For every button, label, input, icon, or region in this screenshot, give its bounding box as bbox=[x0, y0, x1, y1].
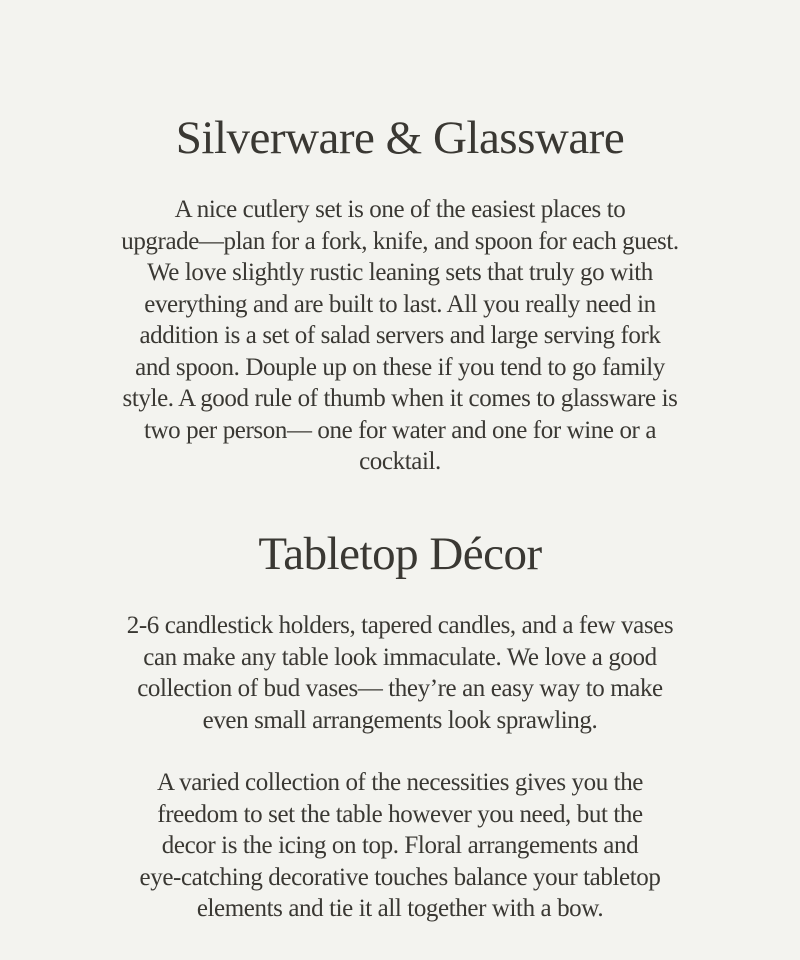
paragraph-line: decor is the icing on top. Floral arrangements and bbox=[161, 832, 639, 859]
paragraph-line: everything and are built to last. All you really need in bbox=[144, 290, 656, 318]
paragraph-line: We love slightly rustic leaning sets that truly go with bbox=[147, 259, 653, 286]
paragraph-line: can make any table look immaculate. We love a good bbox=[143, 643, 657, 671]
paragraph-line: two per person— one for water and one for wine or a bbox=[143, 416, 657, 444]
paragraph-line: freedom to set the table however you need, but the bbox=[157, 800, 643, 828]
paragraph-necessities-decor bbox=[0, 767, 800, 925]
paragraph-line: 2-6 candlestick holders, tapered candles, and a few vases bbox=[126, 612, 674, 639]
paragraph-line: eye-catching decorative touches balance your tabletop bbox=[139, 863, 661, 891]
paragraph-line: addition is a set of salad servers and large serving fork bbox=[139, 322, 661, 349]
paragraph-line: upgrade—plan for a fork, knife, and spoon for each guest. bbox=[121, 227, 679, 255]
section-heading-tabletop-decor: Tabletop Décor bbox=[258, 528, 542, 580]
paragraph-candlesticks-vases bbox=[0, 610, 800, 736]
paragraph-line: A nice cutlery set is one of the easiest places to bbox=[174, 196, 626, 223]
section-heading-silverware-glassware: Silverware & Glassware bbox=[175, 112, 625, 164]
paragraph-line: style. A good rule of thumb when it comes to glassware is bbox=[122, 385, 678, 412]
paragraph-line: elements and tie it all together with a bow. bbox=[196, 895, 604, 922]
paragraph-line: and spoon. Douple up on these if you tend to go family bbox=[135, 353, 665, 381]
paragraph-line: even small arrangements look sprawling. bbox=[202, 706, 598, 734]
paragraph-line: collection of bud vases— they’re an easy way to make bbox=[137, 675, 663, 702]
paragraph-line: A varied collection of the necessities gives you the bbox=[157, 769, 643, 796]
paragraph-silverware-glassware bbox=[0, 194, 800, 478]
paragraph-line: cocktail. bbox=[359, 448, 441, 475]
